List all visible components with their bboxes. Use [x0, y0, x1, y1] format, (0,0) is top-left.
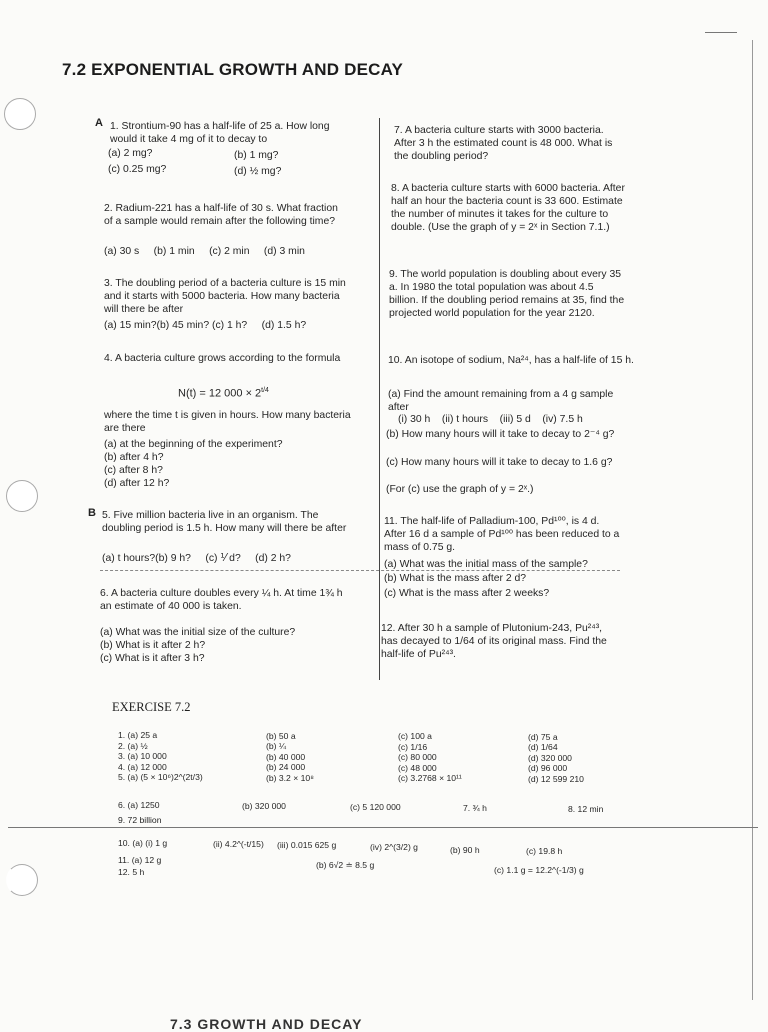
question-7: 7. A bacteria culture starts with 3000 bacteria. After 3 h the estimated count is 48 000. What is the doubling period?: [394, 125, 613, 162]
answer-4-col-2: (b) 24 000: [266, 762, 306, 772]
answer-5-col-4: (d) 12 599 210: [528, 773, 584, 784]
column-divider: [379, 118, 380, 680]
answer-3-col-4: (d) 320 000: [528, 752, 572, 763]
q4-formula-base: N(t) = 12 000 × 2: [178, 387, 262, 400]
answer-10a-iv: (iv) 2^(3/2) g: [370, 842, 418, 852]
q10-part-b: (b) How many hours will it take to decay to 2⁻⁴ g?: [386, 429, 615, 440]
q10-part-c: (c) How many hours will it take to decay to 1.6 g?: [386, 457, 613, 468]
top-right-dash: [705, 32, 737, 33]
q10-note: (For (c) use the graph of y = 2ˣ.): [386, 484, 534, 495]
question-5: 5. Five million bacteria live in an organism. The doubling period is 1.5 h. How many will there be after: [102, 510, 347, 534]
answer-6c: (c) 5 120 000: [350, 802, 401, 812]
answer-10a-ii: (ii) 4.2^(-t/15): [213, 839, 264, 849]
q4-option-a: (a) at the beginning of the experiment?: [104, 439, 283, 450]
q11-part-c: (c) What is the mass after 2 weeks?: [384, 588, 550, 599]
q10-part-a-options: (i) 30 h (ii) t hours (iii) 5 d (iv) 7.5 h: [398, 414, 583, 425]
question-10: 10. An isotope of sodium, Na²⁴, has a half-life of 15 h.: [388, 355, 634, 366]
answer-5-col-3: (c) 3.2768 × 10¹¹: [398, 773, 462, 783]
binder-hole-top: [4, 98, 36, 130]
answer-9: 9. 72 billion: [118, 815, 162, 825]
question-12: 12. After 30 h a sample of Plutonium-243, Pu²⁴³, has decayed to 1/64 of its original mass. Find the half-life of Pu²⁴³.: [381, 623, 607, 660]
q6-option-a: (a) What was the initial size of the culture?: [100, 627, 296, 638]
exercise-title: EXERCISE 7.2: [112, 700, 191, 714]
answer-1-col-3: (c) 100 a: [398, 731, 432, 741]
q4-option-c: (c) after 8 h?: [104, 465, 163, 476]
answer-11a: 11. (a) 12 g: [118, 855, 162, 865]
q3-options: (a) 15 min?(b) 45 min? (c) 1 h? (d) 1.5 h?: [104, 320, 307, 331]
q11-part-a: (a) What was the initial mass of the sample?: [384, 559, 588, 570]
q4-formula: [178, 387, 269, 400]
answer-6a: 6. (a) 1250: [118, 800, 160, 810]
answer-4-col-4: (d) 96 000: [528, 763, 568, 773]
answer-2-col-4: (d) 1/64: [528, 742, 558, 752]
answer-5-col-2: (b) 3.2 × 10⁸: [266, 772, 314, 783]
q4-option-d: (d) after 12 h?: [104, 478, 170, 489]
answer-2-col-2: (b) ¼: [266, 741, 287, 751]
next-section-heading: 7.3 GROWTH AND DECAY: [170, 1016, 363, 1032]
answer-10a-i: 10. (a) (i) 1 g: [118, 838, 168, 848]
answer-6b: (b) 320 000: [242, 801, 286, 811]
binder-hole-bottom: [6, 864, 38, 896]
question-11: 11. The half-life of Palladium-100, Pd¹⁰⁰, is 4 d. After 16 d a sample of Pd¹⁰⁰ has been reduced to a mass of 0.75 g.: [384, 516, 620, 553]
question-4: 4. A bacteria culture grows according to the formula: [104, 353, 341, 364]
q10-part-a: (a) Find the amount remaining from a 4 g sample after: [388, 389, 614, 413]
q1-option-d: (d) ½ mg?: [234, 166, 282, 177]
q4-option-b: (b) after 4 h?: [104, 452, 164, 463]
q2-options: (a) 30 s (b) 1 min (c) 2 min (d) 3 min: [104, 246, 305, 257]
question-2: 2. Radium-221 has a half-life of 30 s. What fraction of a sample would remain after the following time?: [104, 203, 338, 227]
answer-1-col-4: (d) 75 a: [528, 731, 558, 742]
dashed-divider: [100, 570, 620, 571]
binder-hole-middle: [6, 480, 38, 512]
answer-3-col-3: (c) 80 000: [398, 752, 437, 762]
page-title: 7.2 EXPONENTIAL GROWTH AND DECAY: [62, 60, 404, 79]
answer-1-col-1: 1. (a) 25 a: [118, 730, 158, 740]
answer-5-col-1: 5. (a) (5 × 10⁶)2^(2t/3): [118, 772, 203, 782]
q4-text-continued: where the time t is given in hours. How many bacteria are there: [104, 410, 351, 434]
answer-4-col-3: (c) 48 000: [398, 762, 437, 773]
answer-2-col-3: (c) 1/16: [398, 741, 428, 752]
question-8: 8. A bacteria culture starts with 6000 bacteria. After half an hour the bacteria count is 33 600. Estimate the number of minutes it takes for the culture to double. (Use the graph of y = 2ˣ in Section 7.1.): [391, 183, 625, 233]
section-a-label: A: [95, 117, 103, 129]
answer-10c: (c) 19.8 h: [526, 846, 563, 856]
answer-4-col-1: 4. (a) 12 000: [118, 761, 167, 772]
q1-option-c: (c) 0.25 mg?: [108, 164, 167, 175]
answer-12: 12. 5 h: [118, 867, 145, 877]
answer-11b: (b) 6√2 ≐ 8.5 g: [316, 860, 375, 870]
q1-option-b: (b) 1 mg?: [234, 150, 279, 161]
q1-option-a: (a) 2 mg?: [108, 148, 153, 159]
answer-7: 7. ¾ h: [463, 803, 487, 813]
q6-option-c: (c) What is it after 3 h?: [100, 653, 205, 664]
answer-8: 8. 12 min: [568, 804, 604, 814]
answer-11c-12: (c) 1.1 g = 12.2^(-1/3) g: [494, 865, 584, 875]
question-1: 1. Strontium-90 has a half-life of 25 a. How long would it take 4 mg of it to decay to: [110, 121, 330, 145]
q6-option-b: (b) What is it after 2 h?: [100, 640, 206, 651]
answers-divider: [8, 827, 758, 828]
question-9: 9. The world population is doubling about every 35 a. In 1980 the total population was about 4.5 billion. If the doubling period remains at 35, find the projected world population for the year 2120.: [389, 269, 625, 319]
q11-part-b: (b) What is the mass after 2 d?: [384, 573, 527, 584]
question-3: 3. The doubling period of a bacteria culture is 15 min and it starts with 5000 bacteria. How many bacteria will there be after: [104, 278, 346, 315]
section-b-label: B: [88, 507, 96, 519]
answer-10b: (b) 90 h: [450, 845, 480, 855]
answer-3-col-1: 3. (a) 10 000: [118, 751, 167, 761]
answer-3-col-2: (b) 40 000: [266, 751, 306, 762]
answer-10a-iii: (iii) 0.015 625 g: [277, 840, 337, 850]
page-edge-line: [752, 40, 753, 1000]
answer-1-col-2: (b) 50 a: [266, 730, 296, 741]
q4-formula-exponent: t/4: [261, 387, 269, 394]
answer-2-col-1: 2. (a) ½: [118, 740, 148, 751]
question-6: 6. A bacteria culture doubles every ¼ h. At time 1¾ h an estimate of 40 000 is taken.: [100, 588, 343, 612]
q5-options: (a) t hours?(b) 9 h? (c) ⅟ d? (d) 2 h?: [102, 553, 291, 564]
